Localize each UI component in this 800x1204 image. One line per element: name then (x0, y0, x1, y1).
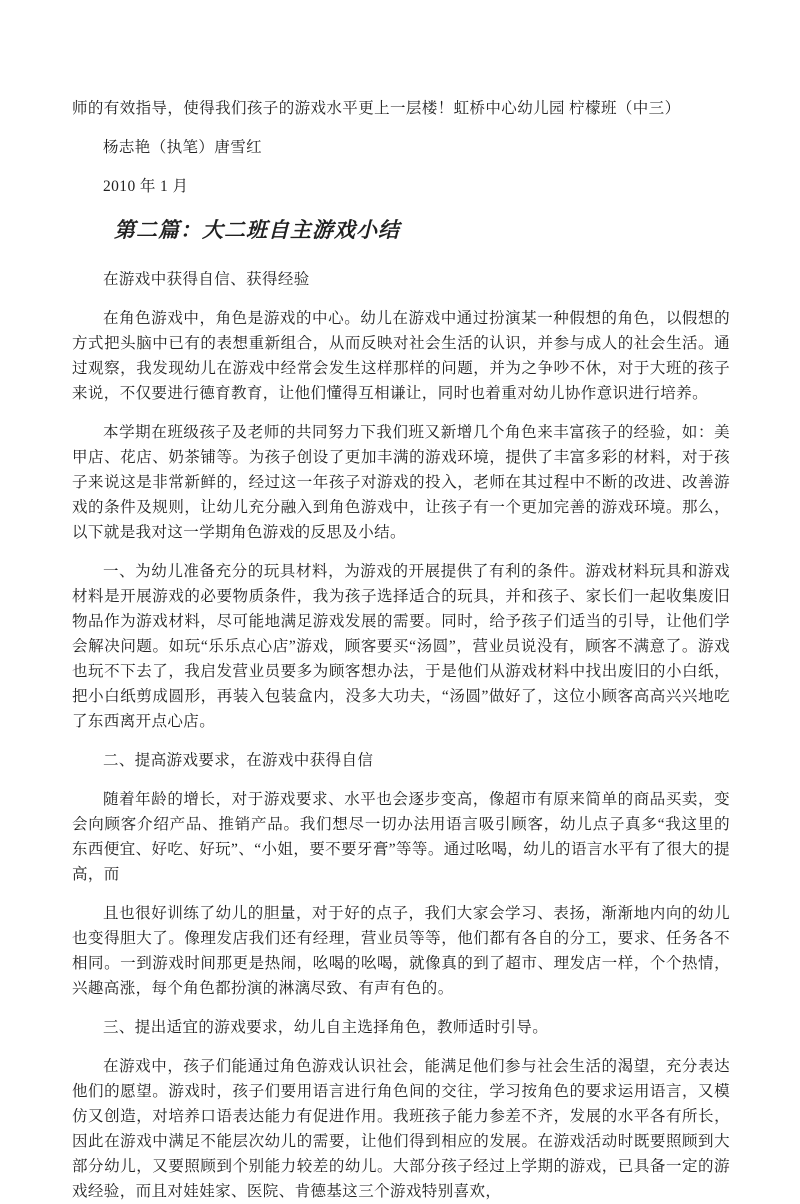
body-paragraph: 本学期在班级孩子及老师的共同努力下我们班又新增几个角色来丰富孩子的经验，如：美甲店、花店、奶茶铺等。为孩子创设了更加丰满的游戏环境，提供了丰富多彩的材料，对于孩子来说这是非常新鲜的，经过这一年孩子对游戏的投入，老师在其过程中不断的改进、改善游戏的条件及规则，让幼儿充分融入到角色游戏中，让孩子有一个更加完善的游戏环境。那么，以下就是我对这一学期角色游戏的反思及小结。 (72, 424, 730, 541)
date-line: 2010 年 1 月 (103, 178, 189, 195)
body-paragraph: 且也很好训练了幼儿的胆量，对于好的点子，我们大家会学习、表扬，渐渐地内向的幼儿也变得胆大了。像理发店我们还有经理，营业员等等，他们都有各自的分工，要求、任务各不相同。一到游戏时间那更是热闹，吆喝的吆喝，就像真的到了超市、理发店一样，个个热情，兴趣高涨，每个角色都扮演的淋漓尽致、有声有色的。 (72, 905, 730, 997)
body-paragraph: 随着年龄的增长，对于游戏要求、水平也会逐步变高，像超市有原来简单的商品买卖，变会向顾客介绍产品、推销产品。我们想尽一切办法用语言吸引顾客，幼儿点子真多“我这里的东西便宜、好吃、好玩”、“小姐，要不要牙膏”等等。通过吆喝，幼儿的语言水平有了很大的提高，而 (72, 791, 730, 883)
continuation-line: 师的有效指导，使得我们孩子的游戏水平更上一层楼！虹桥中心幼儿园 柠檬班（中三） (72, 100, 681, 117)
body-paragraph: 在游戏中，孩子们能通过角色游戏认识社会，能满足他们参与社会生活的渴望，充分表达他们的愿望。游戏时，孩子们要用语言进行角色间的交往，学习按角色的要求运用语言，又模仿又创造，对培养口语表达能力有促进作用。我班孩子能力参差不齐，发展的水平各有所长，因此在游戏中满足不能层次幼儿的需要，让他们得到相应的发展。在游戏活动时既要照顾到大部分幼儿，又要照顾到个别能力较差的幼儿。大部分孩子经过上学期的游戏，已具备一定的游戏经验，而且对娃娃家、医院、肯德基这三个游戏特别喜欢， (72, 1058, 730, 1200)
numbered-section-3: 三、提出适宜的游戏要求，幼儿自主选择角色，教师适时引导。 (103, 1019, 549, 1036)
section-title: 第二篇：大二班自主游戏小结 (114, 218, 400, 242)
numbered-section-1: 一、为幼儿准备充分的玩具材料，为游戏的开展提供了有利的条件。游戏材料玩具和游戏材料是开展游戏的必要物质条件，我为孩子选择适合的玩具，并和孩子、家长们一起收集废旧物品作为游戏材料，尽可能地满足游戏发展的需要。同时，给予孩子们适当的引导，让他们学会解决问题。如玩“乐乐点心店”游戏，顾客要买“汤圆”，营业员说没有，顾客不满意了。游戏也玩不下去了，我启发营业员要多为顾客想办法，于是他们从游戏材料中找出废旧的小白纸，把小白纸剪成圆形，再装入包装盒内，没多大功夫，“汤圆”做好了，这位小顾客高高兴兴地吃了东西离开点心店。 (72, 563, 730, 730)
authors-line: 杨志艳（执笔）唐雪红 (103, 139, 263, 156)
numbered-section-2: 二、提高游戏要求，在游戏中获得自信 (103, 752, 374, 769)
body-paragraph: 在角色游戏中，角色是游戏的中心。幼儿在游戏中通过扮演某一种假想的角色，以假想的方式把头脑中已有的表想重新组合，从而反映对社会生活的认识，并参与成人的社会生活。通过观察，我发现幼儿在游戏中经常会发生这样那样的问题，并为之争吵不休，对于大班的孩子来说，不仅要进行德育教育，让他们懂得互相谦让，同时也着重对幼儿协作意识进行培养。 (72, 310, 730, 402)
document-body (72, 96, 730, 1204)
subtitle-line: 在游戏中获得自信、获得经验 (103, 271, 310, 288)
